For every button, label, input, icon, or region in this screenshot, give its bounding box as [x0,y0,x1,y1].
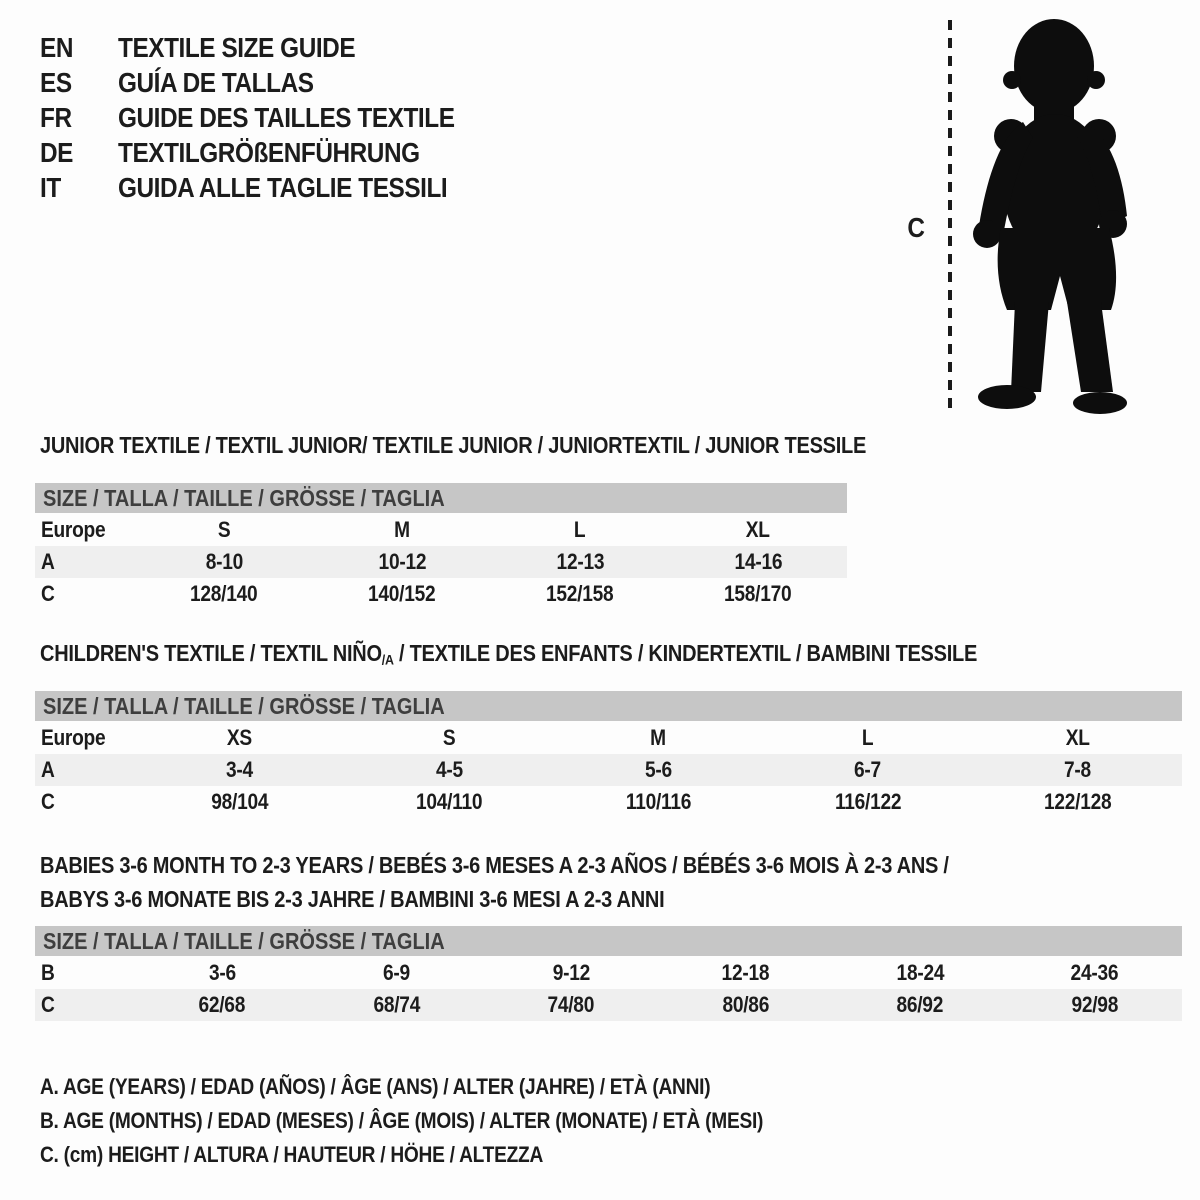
size-cell: 24-36 [1070,959,1119,985]
row-label: Europe [41,516,106,542]
language-list [40,30,505,205]
size-cell: 152/158 [546,581,614,606]
size-cell: 18-24 [896,959,945,985]
size-cell: 116/122 [834,789,902,814]
language-code: EN [40,32,73,63]
size-cell: XL [1065,724,1090,750]
row-label: C [41,789,55,814]
size-cell: 128/140 [190,581,258,606]
size-cell: 110/116 [625,789,692,814]
table-row-height [35,989,1182,1021]
footnote-line-a: A. AGE (YEARS) / EDAD (AÑOS) / ÂGE (ANS) / ALTER (JAHRE) / ETÀ (ANNI) [40,1074,711,1099]
junior-section-title: JUNIOR TEXTILE / TEXTIL JUNIOR/ TEXTILE JUNIOR / JUNIORTEXTIL / JUNIOR TESSILE [40,432,867,458]
table-row-age [35,754,1182,786]
size-cell: 158/170 [724,581,792,606]
table-row-europe [35,721,1182,754]
size-cell: 9-12 [552,959,590,985]
size-cell: 6-7 [854,757,882,782]
junior-size-table [35,483,847,610]
size-cell: M [394,516,410,542]
size-cell: S [442,724,456,750]
size-cell: 80/86 [722,992,770,1017]
language-row [40,65,505,100]
size-cell: 8-10 [205,549,243,574]
size-cell: 4-5 [435,757,463,782]
size-cell: XS [227,724,253,750]
size-cell: 86/92 [896,992,944,1017]
table-row-age-months [35,956,1182,989]
size-cell: 12-18 [721,959,770,985]
size-cell: 104/110 [415,789,483,814]
language-code: FR [40,102,72,133]
language-row [40,30,505,65]
language-code: DE [40,137,73,168]
language-code: ES [40,67,72,98]
size-cell: 14-16 [734,549,782,574]
height-measure-dashed-line [948,20,952,416]
language-code: IT [40,172,61,203]
table-row-height [35,786,1182,818]
language-label: GUÍA DE TALLAS [118,67,314,98]
size-cell: 92/98 [1071,992,1119,1017]
title-subscript: /A [381,652,394,669]
row-label: C [41,581,55,606]
size-cell: L [574,516,586,542]
table-row-europe [35,513,847,546]
table-row-height [35,578,847,610]
footnote-line-b: B. AGE (MONTHS) / EDAD (MESES) / ÂGE (MOIS) / ALTER (MONATE) / ETÀ (MESI) [40,1108,764,1133]
size-cell: 122/128 [1043,789,1111,814]
size-cell: M [650,724,667,750]
language-label: GUIDE DES TAILLES TEXTILE [118,102,455,133]
size-cell: 12-13 [556,549,604,574]
size-cell: XL [746,516,770,542]
size-table-header: SIZE / TALLA / TAILLE / GRÖSSE / TAGLIA [35,483,847,513]
language-row [40,170,505,205]
size-cell: 62/68 [198,992,246,1017]
row-label: B [41,959,55,985]
children-section-title: CHILDREN'S TEXTILE / TEXTIL $NIÑO_{/A}$ / TEXTILE DES ENFANTS / KINDERTEXTIL / BAMBINI TESSILE [40,640,978,669]
size-cell: 3-4 [226,757,254,782]
footnote-line-c: C. (cm) HEIGHT / ALTURA / HAUTEUR / HÖHE / ALTEZZA [40,1142,544,1167]
row-label: C [41,992,55,1017]
size-cell: 3-6 [208,959,236,985]
babies-size-table [35,926,1182,1021]
size-cell: 6-9 [383,959,411,985]
toddler-silhouette-icon [965,16,1140,421]
size-cell: 140/152 [368,581,436,606]
height-measure-label: C [907,212,925,243]
row-label: A [41,549,55,574]
row-label: Europe [41,724,106,750]
row-label: A [41,757,55,782]
footnotes [40,1070,871,1172]
language-label: GUIDA ALLE TAGLIE TESSILI [118,172,448,203]
size-cell: 7-8 [1063,757,1091,782]
size-cell: 74/80 [547,992,595,1017]
size-table-header: SIZE / TALLA / TAILLE / GRÖSSE / TAGLIA [35,691,1182,721]
size-cell: 68/74 [373,992,421,1017]
size-cell: L [862,724,874,750]
size-cell: 5-6 [645,757,672,782]
language-label: TEXTILGRÖßENFÜHRUNG [118,137,420,168]
children-size-table [35,691,1182,818]
language-label: TEXTILE SIZE GUIDE [118,32,356,63]
table-row-age [35,546,847,578]
size-cell: 10-12 [378,549,426,574]
size-table-header: SIZE / TALLA / TAILLE / GRÖSSE / TAGLIA [35,926,1182,956]
size-cell: S [217,516,231,542]
size-cell: 98/104 [211,789,269,814]
language-row [40,135,505,170]
language-row [40,100,505,135]
babies-section-title: BABIES 3-6 MONTH TO 2-3 YEARS / BEBÉS 3-6 MESES A 2-3 AÑOS / BÉBÉS 3-6 MOIS À 2-3 ANS / BABYS 3-6 MONATE BIS 2-3 JAHRE / BAMBINI 3-6 MESI A 2-3 ANNI [40,852,949,912]
